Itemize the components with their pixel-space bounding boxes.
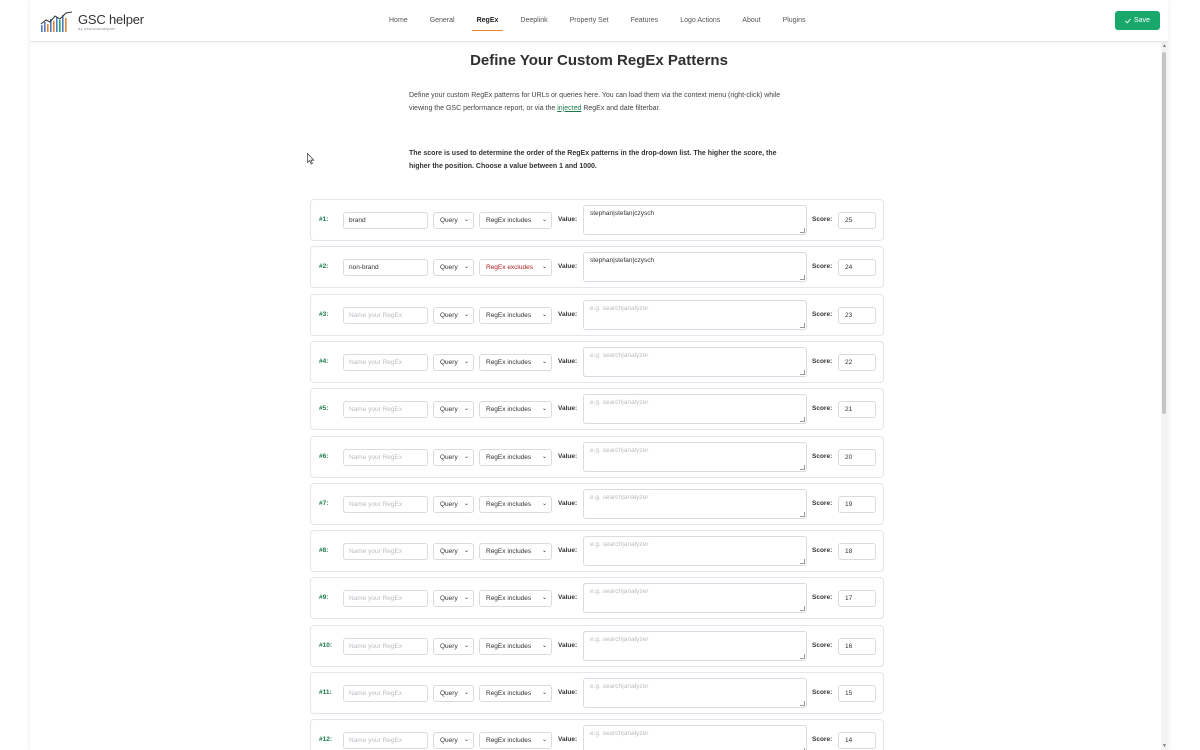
- regex-name-input[interactable]: Name your RegEx: [343, 401, 428, 418]
- chevron-down-icon: ⌄: [541, 406, 547, 413]
- target-type-select[interactable]: [433, 401, 474, 418]
- top-header: [30, 0, 1168, 42]
- logo-subtitle: by searchanalyzer: [78, 26, 116, 31]
- regex-value-textarea[interactable]: [583, 442, 807, 472]
- nav-about[interactable]: About: [742, 17, 761, 24]
- value-label: Value:: [558, 452, 578, 460]
- row-index: #3:: [319, 310, 329, 318]
- row-index: #9:: [319, 594, 329, 602]
- regex-row: [310, 577, 884, 619]
- scroll-down-icon[interactable]: ▼: [1162, 743, 1167, 749]
- regex-row: [310, 625, 884, 667]
- score-label: Score:: [812, 499, 833, 507]
- regex-value-textarea[interactable]: [583, 725, 807, 750]
- row-index: #11:: [319, 689, 332, 696]
- resize-handle-icon[interactable]: [800, 417, 805, 422]
- target-type-select[interactable]: [433, 590, 474, 607]
- regex-value-text: e.g. search|analyzer: [590, 351, 649, 359]
- chevron-down-icon: ⌄: [463, 453, 469, 460]
- nav-regex[interactable]: RegEx: [466, 0, 510, 42]
- match-mode-value: RegEx includes: [486, 406, 532, 414]
- resize-handle-icon[interactable]: [800, 606, 805, 611]
- chevron-down-icon: ⌄: [463, 406, 469, 413]
- intro-text-end: RegEx and date filterbar.: [581, 104, 661, 112]
- row-index: #7:: [319, 499, 329, 507]
- match-mode-select[interactable]: [479, 638, 552, 655]
- scroll-up-icon[interactable]: ▲: [1162, 43, 1167, 49]
- score-input[interactable]: 14: [838, 732, 876, 749]
- nav-features[interactable]: Features: [630, 17, 659, 24]
- row-index: #4:: [319, 357, 329, 365]
- value-label: Value:: [558, 641, 578, 649]
- regex-row: [310, 341, 884, 383]
- target-type-value: Query: [440, 737, 458, 745]
- logo[interactable]: [40, 10, 144, 34]
- regex-name-input[interactable]: Name your RegEx: [343, 496, 428, 513]
- row-index: #8:: [319, 547, 329, 555]
- target-type-value: Query: [440, 311, 458, 319]
- match-mode-value: RegEx includes: [486, 217, 532, 224]
- score-label: Score:: [812, 310, 833, 318]
- intro-text-start: Define your custom RegEx patterns for URLs or queries here. You can load them via the context menu (right-click) while viewing the GSC performance report, or via the: [409, 92, 781, 112]
- regex-row: [310, 719, 884, 750]
- regex-row: [310, 672, 884, 714]
- injected-link[interactable]: injected: [557, 104, 582, 112]
- score-label: Score:: [812, 357, 833, 365]
- resize-handle-icon[interactable]: [800, 701, 805, 706]
- vertical-scrollbar[interactable]: [1161, 42, 1168, 750]
- regex-row: [310, 199, 884, 241]
- match-mode-select[interactable]: [479, 732, 552, 749]
- mouse-pointer-icon: [307, 153, 315, 165]
- value-label: Value:: [558, 263, 578, 271]
- match-mode-select[interactable]: [479, 685, 552, 702]
- regex-value-textarea[interactable]: [583, 394, 807, 424]
- score-label: Score:: [812, 689, 833, 696]
- regex-name-input[interactable]: brand: [343, 212, 428, 229]
- chevron-down-icon: ⌄: [541, 264, 547, 271]
- score-input[interactable]: 22: [838, 354, 876, 371]
- regex-value-text: e.g. search|analyzer: [590, 399, 649, 407]
- row-index: #2:: [319, 263, 329, 271]
- match-mode-select[interactable]: [479, 590, 552, 607]
- regex-value-textarea[interactable]: [583, 489, 807, 519]
- regex-value-text: stephan|stefan|czysch: [590, 257, 655, 265]
- target-type-value: Query: [440, 642, 458, 650]
- resize-handle-icon[interactable]: [800, 465, 805, 470]
- target-type-select[interactable]: [433, 496, 474, 513]
- chevron-down-icon: ⌄: [463, 264, 469, 271]
- match-mode-value: RegEx excludes: [486, 264, 533, 272]
- match-mode-select[interactable]: [479, 449, 552, 466]
- score-label: Score:: [812, 641, 833, 649]
- logo-chart-icon: [40, 11, 74, 33]
- regex-row: [310, 436, 884, 478]
- regex-row: [310, 530, 884, 572]
- chevron-down-icon: ⌄: [541, 500, 547, 507]
- page-title: Define Your Custom RegEx Patterns: [470, 52, 728, 69]
- regex-row: [310, 294, 884, 336]
- regex-value-text: e.g. search|analyzer: [590, 446, 649, 454]
- page: [30, 0, 1168, 750]
- match-mode-select[interactable]: [479, 307, 552, 324]
- regex-value-textarea[interactable]: [583, 252, 807, 282]
- score-input[interactable]: 23: [838, 307, 876, 324]
- chevron-down-icon: ⌄: [541, 642, 547, 649]
- score-label: Score:: [812, 263, 833, 271]
- target-type-value: Query: [440, 358, 458, 366]
- regex-value-text: e.g. search|analyzer: [590, 683, 649, 690]
- target-type-select[interactable]: [433, 685, 474, 702]
- score-label: Score:: [812, 547, 833, 555]
- resize-handle-icon[interactable]: [800, 654, 805, 659]
- target-type-value: Query: [440, 406, 458, 414]
- match-mode-select[interactable]: [479, 259, 552, 276]
- chevron-down-icon: ⌄: [463, 642, 469, 649]
- value-label: Value:: [558, 310, 578, 318]
- save-button-label: Save: [1134, 17, 1150, 24]
- target-type-select[interactable]: [433, 449, 474, 466]
- match-mode-value: RegEx includes: [486, 500, 532, 508]
- chevron-down-icon: ⌄: [463, 595, 469, 602]
- chevron-down-icon: ⌄: [463, 311, 469, 318]
- match-mode-select[interactable]: [479, 496, 552, 513]
- regex-name-input[interactable]: non-brand: [343, 259, 428, 276]
- row-index: #5:: [319, 405, 329, 413]
- row-index: #10:: [319, 641, 333, 649]
- score-label: Score:: [812, 405, 833, 413]
- score-input[interactable]: 19: [838, 496, 876, 513]
- target-type-value: Query: [440, 217, 458, 224]
- score-label: Score:: [812, 594, 833, 602]
- regex-value-text: e.g. search|analyzer: [590, 541, 649, 549]
- score-input[interactable]: 24: [838, 259, 876, 276]
- match-mode-select[interactable]: [479, 354, 552, 371]
- chevron-down-icon: ⌄: [463, 217, 469, 223]
- regex-value-textarea[interactable]: [583, 205, 807, 235]
- regex-name-input[interactable]: Name your RegEx: [343, 354, 428, 371]
- match-mode-value: RegEx includes: [486, 690, 532, 697]
- chevron-down-icon: ⌄: [463, 737, 469, 744]
- chevron-down-icon: ⌄: [541, 737, 547, 744]
- match-mode-value: RegEx includes: [486, 358, 532, 366]
- nav-logo-actions[interactable]: Logo Actions: [680, 17, 721, 24]
- nav-property-set[interactable]: Property Set: [569, 17, 609, 24]
- resize-handle-icon[interactable]: [800, 228, 805, 233]
- target-type-select[interactable]: [433, 543, 474, 560]
- nav-general[interactable]: General: [429, 17, 455, 24]
- resize-handle-icon[interactable]: [800, 275, 805, 280]
- chevron-down-icon: ⌄: [541, 217, 547, 223]
- regex-value-text: e.g. search|analyzer: [590, 304, 649, 312]
- regex-name-input[interactable]: Name your RegEx: [343, 590, 428, 607]
- match-mode-select[interactable]: [479, 212, 552, 229]
- regex-name-input[interactable]: Name your RegEx: [343, 732, 428, 749]
- target-type-select[interactable]: [433, 259, 474, 276]
- value-label: Value:: [558, 499, 578, 507]
- row-index: #6:: [319, 452, 329, 460]
- score-input[interactable]: 21: [838, 401, 876, 418]
- regex-value-textarea[interactable]: [583, 631, 807, 661]
- chevron-down-icon: ⌄: [463, 358, 469, 365]
- match-mode-select[interactable]: [479, 543, 552, 560]
- main-content: [30, 42, 1168, 750]
- value-label: Value:: [558, 594, 578, 602]
- chevron-down-icon: ⌄: [541, 690, 547, 696]
- regex-name-input[interactable]: Name your RegEx: [343, 449, 428, 466]
- resize-handle-icon[interactable]: [800, 370, 805, 375]
- chevron-down-icon: ⌄: [541, 548, 547, 555]
- regex-row: [310, 483, 884, 525]
- logo-title: GSC helper: [78, 12, 144, 27]
- target-type-select[interactable]: [433, 307, 474, 324]
- intro-text: [409, 90, 789, 115]
- target-type-select[interactable]: [433, 638, 474, 655]
- save-button[interactable]: [1115, 11, 1160, 30]
- target-type-value: Query: [440, 500, 458, 508]
- match-mode-value: RegEx includes: [486, 595, 532, 603]
- value-label: Value:: [558, 547, 578, 555]
- value-label: Value:: [558, 689, 578, 696]
- match-mode-value: RegEx includes: [486, 453, 532, 461]
- match-mode-select[interactable]: [479, 401, 552, 418]
- value-label: Value:: [558, 405, 578, 413]
- chevron-down-icon: ⌄: [541, 453, 547, 460]
- score-label: Score:: [812, 216, 833, 223]
- row-index: #12:: [319, 736, 333, 744]
- regex-name-input[interactable]: Name your RegEx: [343, 638, 428, 655]
- nav-plugins[interactable]: Plugins: [782, 17, 806, 24]
- regex-value-text: e.g. search|analyzer: [590, 493, 649, 501]
- match-mode-value: RegEx includes: [486, 642, 532, 650]
- value-label: Value:: [558, 216, 578, 223]
- score-input[interactable]: 20: [838, 449, 876, 466]
- scroll-thumb[interactable]: [1162, 52, 1166, 414]
- target-type-value: Query: [440, 264, 458, 272]
- regex-value-textarea[interactable]: [583, 536, 807, 566]
- resize-handle-icon[interactable]: [800, 559, 805, 564]
- regex-name-input[interactable]: Name your RegEx: [343, 685, 428, 702]
- match-mode-value: RegEx includes: [486, 311, 532, 319]
- regex-name-input[interactable]: Name your RegEx: [343, 543, 428, 560]
- value-label: Value:: [558, 357, 578, 365]
- score-input[interactable]: 16: [838, 638, 876, 655]
- match-mode-value: RegEx includes: [486, 737, 532, 745]
- score-input[interactable]: 25: [838, 212, 876, 229]
- target-type-select[interactable]: [433, 354, 474, 371]
- target-type-value: Query: [440, 453, 458, 461]
- regex-row: [310, 246, 884, 288]
- score-note: The score is used to determine the order of the RegEx patterns in the drop-down list. The higher the score, the higher the position. Choose a value between 1 and 1000.: [409, 150, 777, 170]
- score-input[interactable]: 18: [838, 543, 876, 560]
- regex-value-text: e.g. search|analyzer: [590, 635, 649, 643]
- target-type-select[interactable]: [433, 212, 474, 229]
- regex-value-text: e.g. search|analyzer: [590, 730, 649, 738]
- regex-row: [310, 388, 884, 430]
- score-label: Score:: [812, 736, 833, 744]
- chevron-down-icon: ⌄: [541, 311, 547, 318]
- check-icon: [1125, 18, 1131, 24]
- score-input[interactable]: 17: [838, 590, 876, 607]
- chevron-down-icon: ⌄: [463, 548, 469, 555]
- target-type-value: Query: [440, 690, 458, 697]
- regex-value-text: stephan|stefan|czysch: [590, 210, 655, 217]
- regex-value-textarea[interactable]: [583, 300, 807, 330]
- chevron-down-icon: ⌄: [463, 500, 469, 507]
- chevron-down-icon: ⌄: [541, 595, 547, 602]
- regex-name-input[interactable]: Name your RegEx: [343, 307, 428, 324]
- value-label: Value:: [558, 736, 578, 744]
- chevron-down-icon: ⌄: [541, 358, 547, 365]
- nav-deeplink[interactable]: Deeplink: [520, 17, 548, 24]
- match-mode-value: RegEx includes: [486, 548, 532, 556]
- chevron-down-icon: ⌄: [463, 690, 469, 696]
- score-label: Score:: [812, 452, 833, 460]
- resize-handle-icon[interactable]: [800, 512, 805, 517]
- regex-value-text: e.g. search|analyzer: [590, 588, 649, 596]
- row-index: #1:: [319, 216, 329, 223]
- target-type-select[interactable]: [433, 732, 474, 749]
- regex-value-textarea[interactable]: [583, 678, 807, 708]
- score-input[interactable]: 15: [838, 685, 876, 702]
- main-nav: [378, 0, 817, 42]
- target-type-value: Query: [440, 595, 458, 603]
- target-type-value: Query: [440, 548, 458, 556]
- nav-home[interactable]: Home: [389, 17, 408, 24]
- regex-value-textarea[interactable]: [583, 583, 807, 613]
- regex-value-textarea[interactable]: [583, 347, 807, 377]
- resize-handle-icon[interactable]: [800, 323, 805, 328]
